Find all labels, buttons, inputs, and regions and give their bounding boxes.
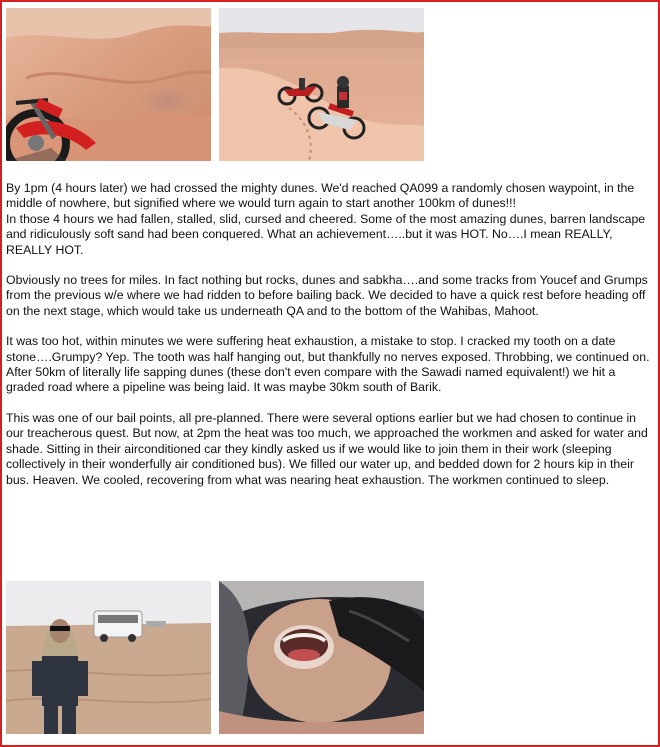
- paragraph-no-trees: [6, 273, 652, 319]
- text-line: It was too hot, within minutes we were suffering heat exhaustion, a mistake to stop. I cracked my tooth on a date stone….Grumpy? Yep. The tooth was half hanging out, but thankfully no nerves exposed. Throbbing, we continued on.: [6, 334, 650, 364]
- text-line: By 1pm (4 hours later) we had crossed the mighty dunes. We'd reached QA099 a randomly chosen waypoint, in the middle of nowhere, but signified where we would turn again to start another 100km of dunes!!!: [6, 181, 635, 211]
- article-body: [6, 181, 652, 503]
- paragraph-dunes-crossed: [6, 181, 652, 258]
- photo-rider-with-bus: [6, 581, 211, 734]
- text-line: After 50km of literally life sapping dunes (these don't even compare with the Sawadi named equivalent!) we hit a graded road where a pipeline was being laid. It was maybe 30km south of Barik.: [6, 365, 616, 395]
- paragraph-bail-point: [6, 411, 652, 488]
- photo-dunes-motorbike: [6, 8, 211, 161]
- photo-riders-on-dune: [219, 8, 424, 161]
- text-line: This was one of our bail points, all pre-planned. There were several options earlier but we had chosen to continue in our treacherous quest. But now, at 2pm the heat was too much, we approached the workmen and asked for water and shade. Sitting in their airconditioned car they kindly asked us if we would like to join them in their work (sleeping collectively in their wonderfully air conditioned bus). We filled our water up, and bedded down for 2 hours kip in their bus. Heaven. We cooled, recovering from what was nearing heat exhaustion. The workmen continued to sleep.: [6, 410, 648, 487]
- photo-cracked-tooth: [219, 581, 424, 734]
- paragraph-heat-exhaustion: [6, 334, 652, 396]
- text-line: Obviously no trees for miles. In fact nothing but rocks, dunes and sabkha….and some tracks from Youcef and Grumps from the previous w/e where we had ridden to before bailing back. We decided to have a quick rest before heading off on the next stage, which would take us underneath QA and to the bottom of the Wahibas, Mahoot.: [6, 273, 648, 318]
- text-line: In those 4 hours we had fallen, stalled, slid, cursed and cheered. Some of the most amazing dunes, barren landscape and ridiculously soft sand had been conquered. What an achievement…..but it was HOT. No….I mean REALLY, REALLY HOT.: [6, 211, 646, 257]
